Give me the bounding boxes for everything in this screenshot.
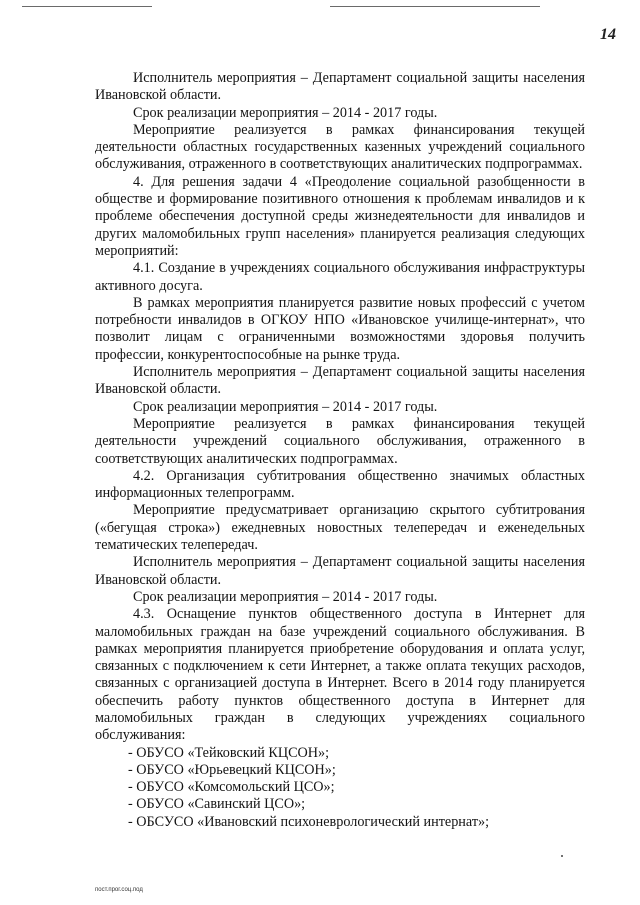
paragraph: 4.2. Организация субтитрования общественно значимых областных информационных телепрограмм. — [95, 467, 585, 502]
paragraph: 4. Для решения задачи 4 «Преодоление социальной разобщенности в обществе и формирование позитивного отношения к проблемам инвалидов и к проблеме обеспечения доступной среды жизнедеятельности для инвалидов и других маломобильных групп населения» планируется реализация следующих мероприятий: — [95, 173, 585, 259]
paragraph: Срок реализации мероприятия – 2014 - 2017 годы. — [133, 588, 438, 605]
scan-edge-line — [22, 6, 152, 7]
list-item: - ОБУСО «Савинский ЦСО»; — [128, 796, 306, 813]
paragraph: Исполнитель мероприятия – Департамент социальной защиты населения Ивановской области. — [95, 70, 585, 104]
paragraph: В рамках мероприятия планируется развитие новых профессий с учетом потребности инвалидов в ОГКОУ НПО «Ивановское училище-интернат», что позволит лицам с ограниченными возможностями здоровья получить профессии, конкурентоспособные на рынке труда. — [95, 294, 585, 363]
paragraph: Мероприятие реализуется в рамках финансирования текущей деятельности учреждений социального обслуживания, отраженного в соответствующих аналитических подпрограммах. — [95, 415, 585, 467]
scan-speck — [561, 855, 563, 857]
list-item: - ОБУСО «Комсомольский ЦСО»; — [128, 779, 335, 796]
document-body — [95, 70, 585, 831]
paragraph: Исполнитель мероприятия – Департамент социальной защиты населения Ивановской области. — [95, 554, 585, 588]
paragraph: Исполнитель мероприятия – Департамент социальной защиты населения Ивановской области. — [95, 364, 585, 398]
scan-edge-line — [330, 6, 540, 7]
page-number: 14 — [600, 26, 616, 43]
paragraph: 4.1. Создание в учреждениях социального обслуживания инфраструктуры активного досуга. — [95, 260, 585, 294]
paragraph: Мероприятие предусматривает организацию скрытого субтитрования («бегущая строка») ежедневных новостных телепередач и еженедельных тематических телепередач. — [95, 502, 585, 554]
list-item: - ОБСУСО «Ивановский психоневрологический интернат»; — [128, 813, 490, 830]
footer-filename: пост.прог.соц.под — [95, 887, 143, 893]
list-item: - ОБУСО «Юрьевецкий КЦСОН»; — [128, 761, 336, 778]
paragraph: Мероприятие реализуется в рамках финансирования текущей деятельности областных государственных казенных учреждений социального обслуживания, отраженного в соответствующих аналитических подпрограммах. — [95, 121, 585, 173]
paragraph: 4.3. Оснащение пунктов общественного доступа в Интернет для маломобильных граждан на базе учреждений социального обслуживания. В рамках мероприятия планируется приобретение оборудования и оплата услуг, связанных с подключением к сети Интернет, а также оплата текущих расходов, связанных с организацией доступа в Интернет. Всего в 2014 году планируется обеспечить работу пунктов общественного доступа в Интернет для маломобильных граждан в следующих учреждениях социального обслуживания: — [95, 606, 585, 744]
paragraph: Срок реализации мероприятия – 2014 - 2017 годы. — [133, 398, 438, 415]
list-item: - ОБУСО «Тейковский КЦСОН»; — [128, 744, 330, 761]
paragraph: Срок реализации мероприятия – 2014 - 2017 годы. — [133, 104, 438, 121]
